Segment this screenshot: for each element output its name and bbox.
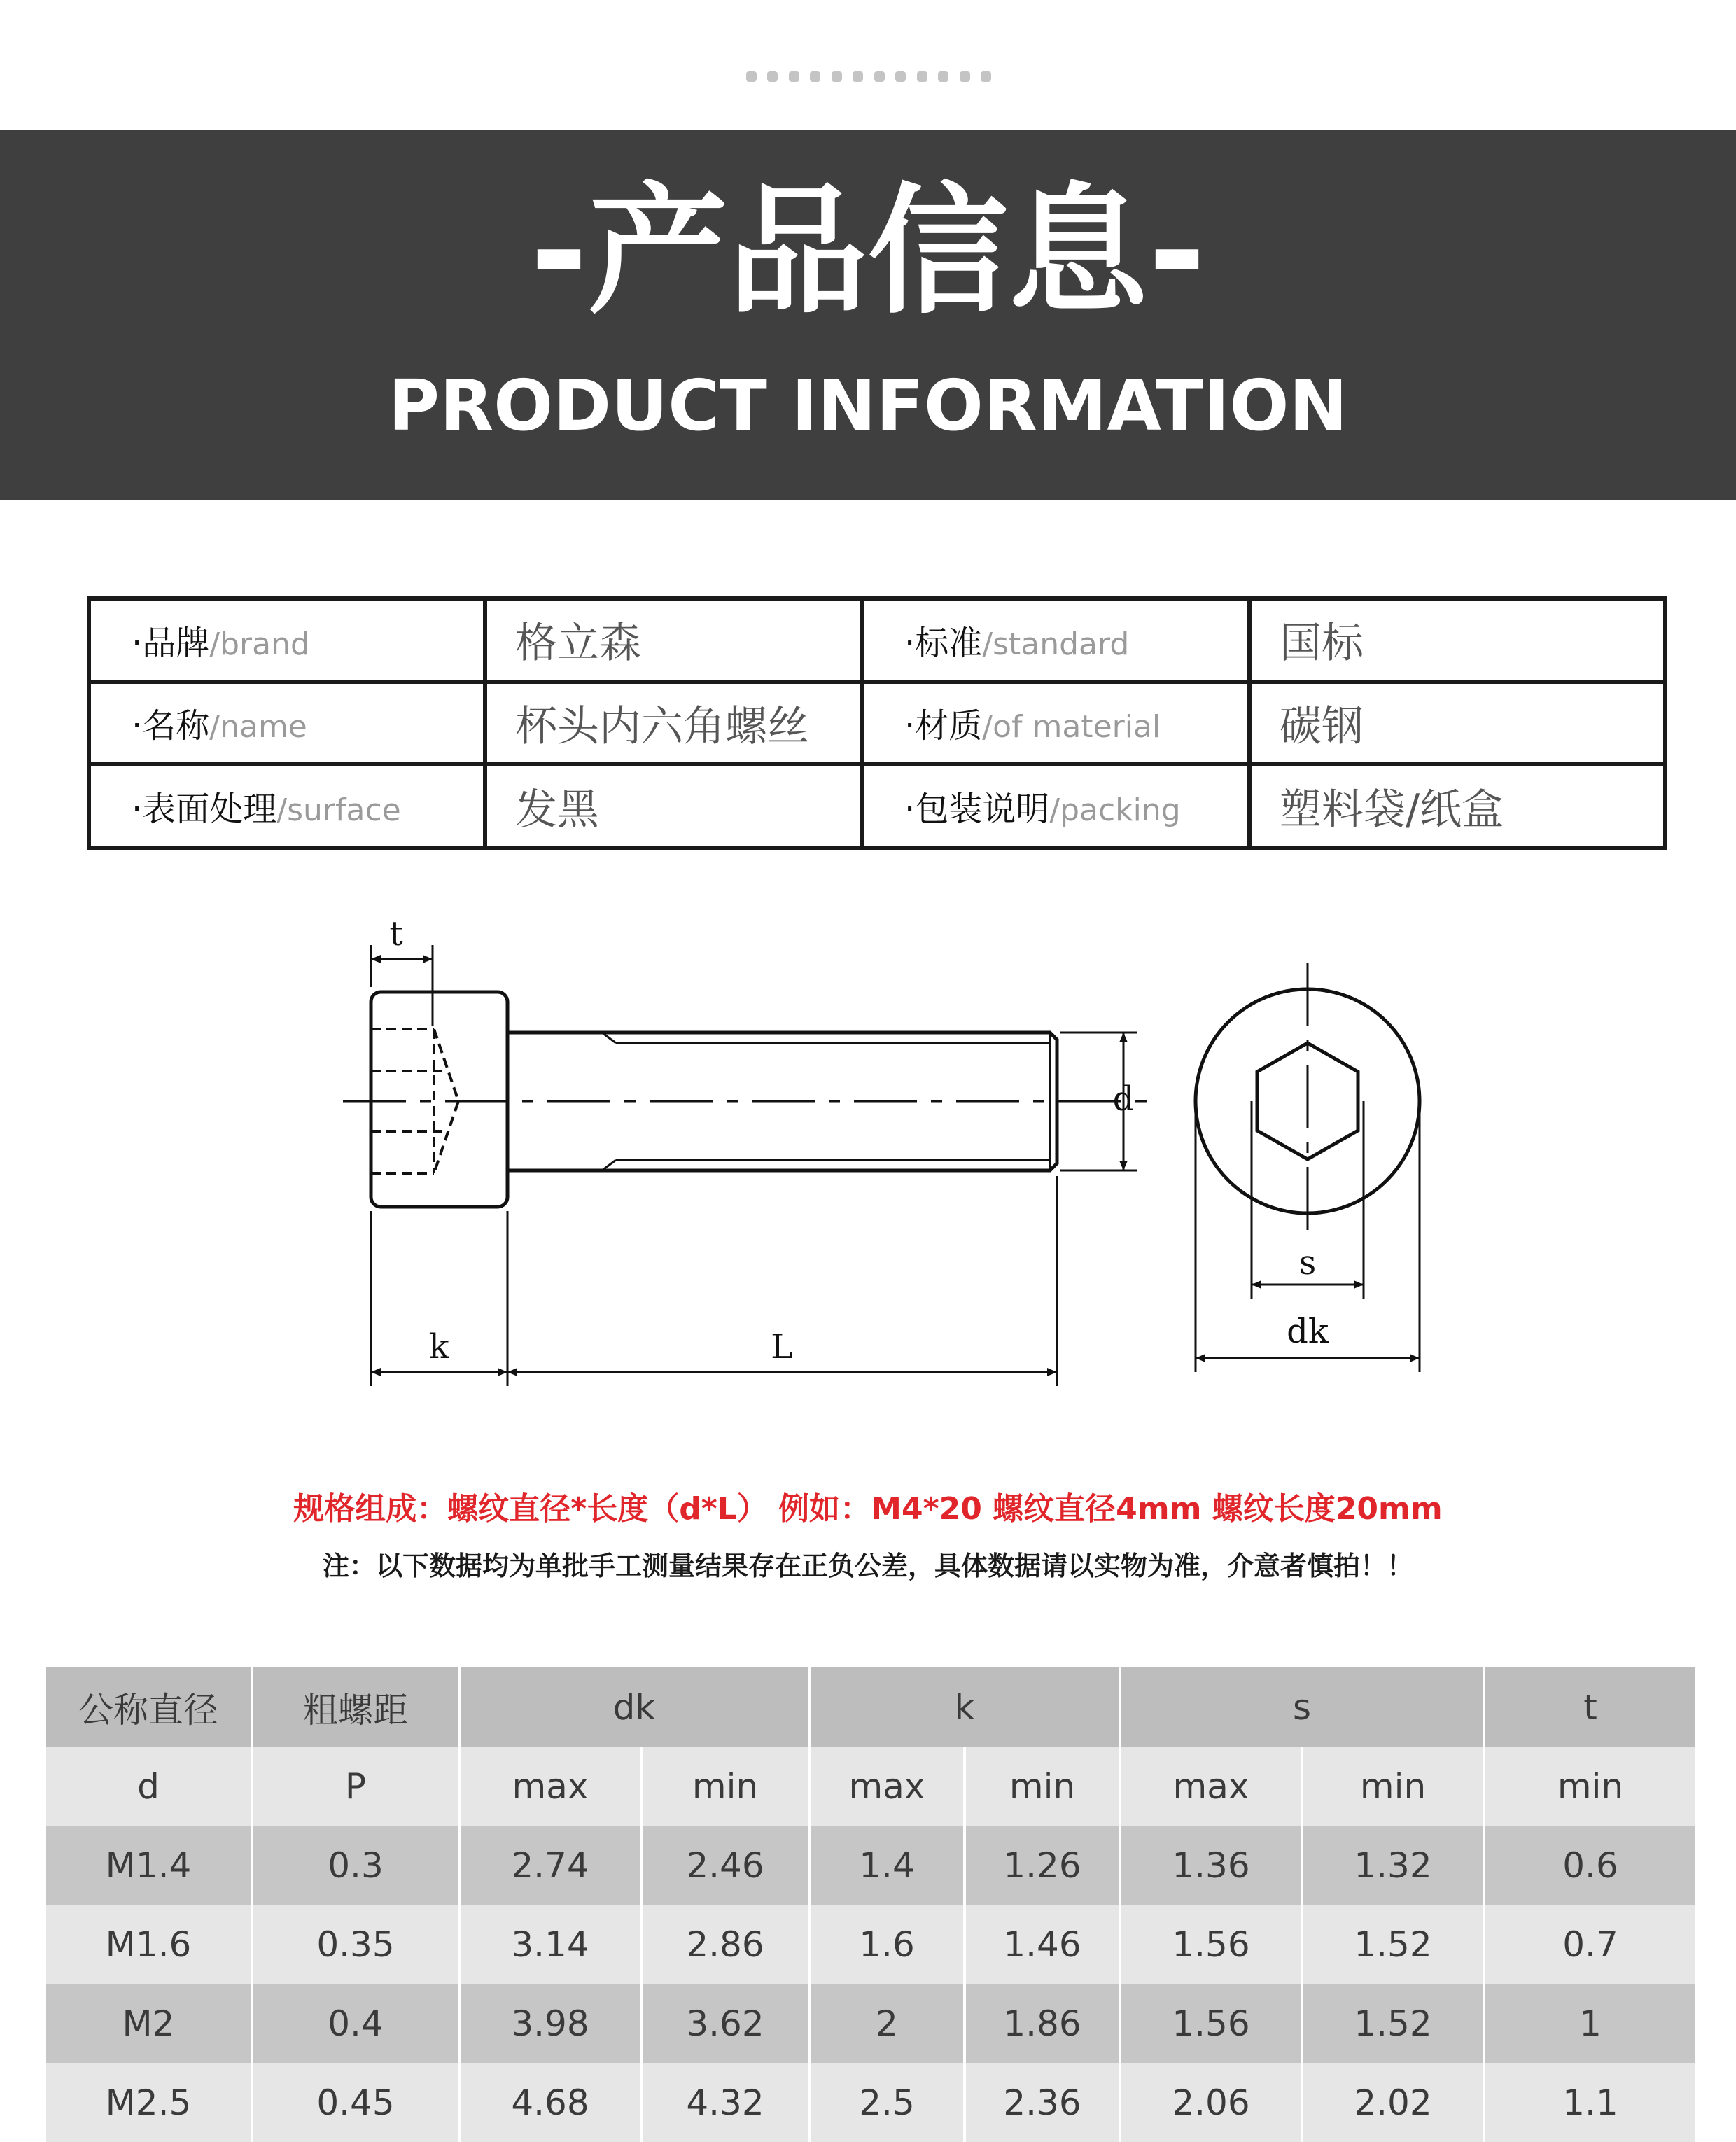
- table-cell: 2.86: [643, 1905, 811, 1984]
- table-row: [46, 1826, 1695, 1905]
- table-cell: 2.74: [461, 1826, 643, 1905]
- info-value-brand: 格立森: [485, 598, 862, 682]
- dimension-table: [46, 1667, 1695, 2142]
- table-cell: 4.32: [643, 2063, 811, 2142]
- table-cell: 1.26: [966, 1826, 1121, 1905]
- header-cell: s: [1121, 1667, 1485, 1746]
- table-cell: 1.36: [1121, 1826, 1303, 1905]
- table-cell: 1.46: [966, 1905, 1121, 1984]
- label-d: d: [1112, 1079, 1135, 1119]
- table-cell: 0.35: [253, 1905, 461, 1984]
- table-cell: 1.52: [1303, 1905, 1485, 1984]
- table-cell: 1.86: [966, 1984, 1121, 2063]
- table-cell: M2.5: [46, 2063, 253, 2142]
- table-cell: 0.45: [253, 2063, 461, 2142]
- table-cell: 3.14: [461, 1905, 643, 1984]
- subheader-cell: max: [811, 1746, 966, 1826]
- table-cell: 1.52: [1303, 1984, 1485, 2063]
- banner-title-cn: -产品信息-: [529, 170, 1207, 333]
- label-dk: dk: [1287, 1312, 1329, 1351]
- table-cell: 3.98: [461, 1984, 643, 2063]
- header-cell: 粗螺距: [253, 1667, 461, 1746]
- header-cell: t: [1485, 1667, 1695, 1746]
- info-value-name: 杯头内六角螺丝: [485, 682, 862, 765]
- table-cell: 4.68: [461, 2063, 643, 2142]
- table-cell: 0.6: [1485, 1826, 1695, 1905]
- table-cell: 0.3: [253, 1826, 461, 1905]
- info-label: ·标准/standard: [862, 598, 1250, 682]
- table-cell: 2.5: [811, 2063, 966, 2142]
- screw-diagram: [308, 903, 1456, 1407]
- info-label: ·材质/of material: [862, 682, 1250, 765]
- table-row: [46, 2063, 1695, 2142]
- table-cell: 2.02: [1303, 2063, 1485, 2142]
- table-cell: 1.32: [1303, 1826, 1485, 1905]
- table-cell: 1.4: [811, 1826, 966, 1905]
- subheader-cell: min: [966, 1746, 1121, 1826]
- subheader-cell: min: [1485, 1746, 1695, 1826]
- banner-title-en: PRODUCT INFORMATION: [388, 365, 1348, 447]
- table-row: [46, 1984, 1695, 2063]
- table-cell: M2: [46, 1984, 253, 2063]
- label-t: t: [389, 914, 403, 953]
- label-k: k: [428, 1327, 449, 1366]
- table-cell: 1.6: [811, 1905, 966, 1984]
- subheader-cell: min: [643, 1746, 811, 1826]
- header-cell: k: [811, 1667, 1121, 1746]
- label-s: s: [1298, 1243, 1317, 1282]
- header-cell: 公称直径: [46, 1667, 253, 1746]
- table-cell: 3.62: [643, 1984, 811, 2063]
- table-cell: 2.46: [643, 1826, 811, 1905]
- subheader-cell: d: [46, 1746, 253, 1826]
- table-cell: 2.36: [966, 2063, 1121, 2142]
- table-cell: M1.6: [46, 1905, 253, 1984]
- info-value-material: 碳钢: [1250, 682, 1665, 765]
- label-L: L: [771, 1327, 793, 1366]
- info-row: [89, 764, 1665, 848]
- table-header-row: [46, 1667, 1695, 1746]
- table-subheader-row: [46, 1746, 1695, 1826]
- info-label: ·品牌/brand: [89, 598, 485, 682]
- measurement-note: 注：以下数据均为单批手工测量结果存在正负公差，具体数据请以实物为准，介意者慎拍！！: [322, 1550, 1413, 1581]
- subheader-cell: max: [461, 1746, 643, 1826]
- header-cell: dk: [461, 1667, 811, 1746]
- decorative-dots: [746, 71, 991, 84]
- info-label: ·包装说明/packing: [862, 764, 1250, 848]
- subheader-cell: min: [1303, 1746, 1485, 1826]
- spec-format-line: 规格组成：螺纹直径*长度（d*L） 例如：M4*20 螺纹直径4mm 螺纹长度20mm: [293, 1491, 1443, 1527]
- table-cell: 1.56: [1121, 1984, 1303, 2063]
- table-cell: 2.06: [1121, 2063, 1303, 2142]
- table-cell: 1.1: [1485, 2063, 1695, 2142]
- table-cell: M1.4: [46, 1826, 253, 1905]
- info-label: ·名称/name: [89, 682, 485, 765]
- info-value-standard: 国标: [1250, 598, 1665, 682]
- table-row: [46, 1905, 1695, 1984]
- subheader-cell: max: [1121, 1746, 1303, 1826]
- info-value-surface: 发黑: [485, 764, 862, 848]
- table-cell: 2: [811, 1984, 966, 2063]
- info-value-packing: 塑料袋/纸盒: [1250, 764, 1665, 848]
- table-cell: 1.56: [1121, 1905, 1303, 1984]
- subheader-cell: P: [253, 1746, 461, 1826]
- table-cell: 0.4: [253, 1984, 461, 2063]
- info-row: [89, 598, 1665, 682]
- table-cell: 1: [1485, 1984, 1695, 2063]
- table-cell: 0.7: [1485, 1905, 1695, 1984]
- info-row: [89, 682, 1665, 765]
- info-label: ·表面处理/surface: [89, 764, 485, 848]
- product-info-table: [87, 596, 1667, 850]
